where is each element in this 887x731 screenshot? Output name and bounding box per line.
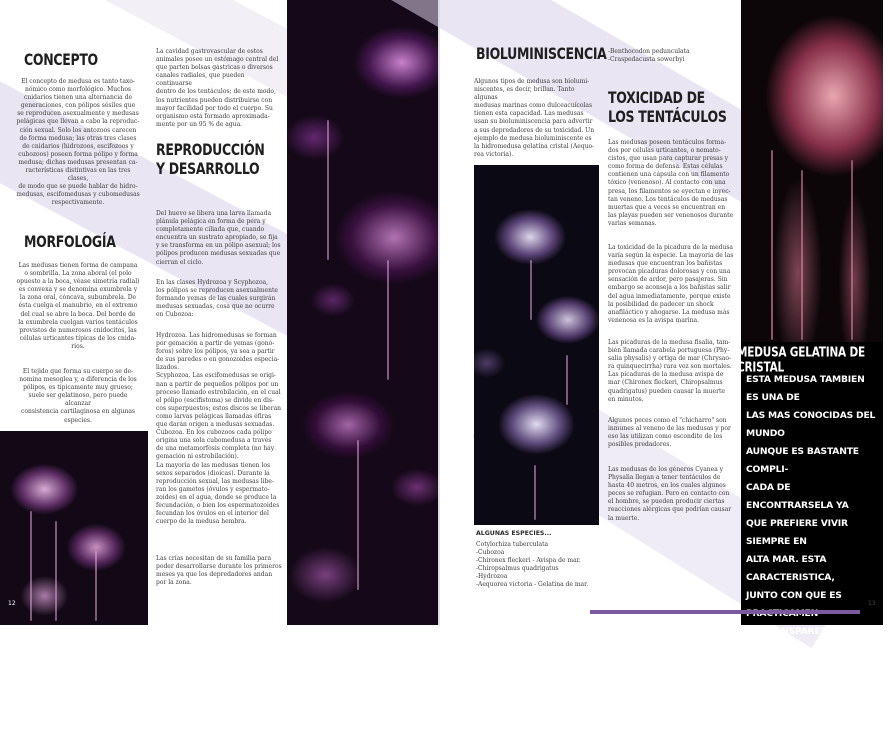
reproduccion-heading: REPRODUCCIÓN Y DESARROLLO bbox=[156, 140, 265, 178]
caption-title: MEDUSA GELATINA DE CRISTAL bbox=[737, 345, 865, 375]
jellyfish-photo-tall bbox=[287, 0, 440, 625]
page-number-right: 13 bbox=[868, 600, 876, 607]
toxicidad-text-5: Las medusas de los géneros Cyanea y Physalia llegan a tener tentáculos de hasta 40 metros, en los cuales algunos peces se refugian. Pero en contacto con el hombre, se pueden producir ciertas reacciones alérgicas que podrían causar la muerte. bbox=[608, 466, 732, 522]
toxicidad-heading: TOXICIDAD DE LOS TENTÁCULOS bbox=[608, 88, 727, 126]
toxicidad-text-1: Las medusas poseen tentáculos forma- dos por células urticantes, o nemato- cistos, que usan para capturar presas y como forma de defensa. Estas células contienen una cápsula con un filamento tóxico (venenoso). Al contacto con una presa, los filamentos se eyectan e inyec- tan veneno. Los tentáculos de medusas muertas que a veces se encuentran en las playas pueden ser venenosos durante varias semanas. bbox=[608, 139, 734, 227]
jellyfish-photo-small bbox=[0, 431, 148, 625]
especies-list: Cotylorhiza tuberculata -Cubozoa -Chironex fleckeri - Avispa de mar. -Chiropsalmus quadrigatus -Hydrozoa -Aequorea victoria - Gelatina de mar. bbox=[476, 541, 589, 589]
bioluminiscencia-heading: BIOLUMINISCENCIA bbox=[476, 44, 607, 63]
morfologia-text: Las medusas tienen forma de campana o sombrilla. La zona aboral (el polo opuesto a la boca, véase simetría radial) es convexa y se denomina exumbrela y la zona oral, cóncava, subumbrela. De ésta cuelga el manubrio, en el extremo del cual se abre la boca. Del borde de la exumbrela cuelgan varios tentáculos provistos de numerosos cnidocitos, las células urticantes típicas de los cnida- rios. bbox=[16, 262, 140, 350]
jellyfish-photo-bioluminescent bbox=[474, 165, 599, 525]
reproduccion-text-1: Del huevo se libera una larva llamada plánula pelágica en forma de pera y completamente ciliada que, cuando encuentra un sustrato apropiado, se fija y se transforma en un pólipo asexual; los pólipos producen medusas sexuadas que cierran el ciclo. bbox=[156, 210, 281, 266]
right-page bbox=[440, 0, 883, 727]
caption-text: ESTA MEDUSA TAMBIEN ES UNA DE LAS MAS CONOCIDAS DEL MUNDO AUNQUE ES BASTANTE COMPLI- CADA DE ENCONTRARSELA YA QUE PREFIERE VIVIR SIEMPRE EN ALTA MAR. ESTA CARACTERISTICA, JUNTO CON QUE ES TE TRANSPARENTE, PUEDE DIFI- CULTAR EN EXTREMO TANTO SU EXPLORACION COMO SU ESTUDIO. bbox=[746, 374, 880, 727]
concepto-text: El concepto de medusa es tanto taxo- nómico como morfológico. Muchos cnidarios tienen una alternancia de generaciones, con pólipos sésiles que se reproducen asexualmente y medusas pelágicas que llevan a cabo la reproduc- ción sexual. Solo los antozoos carecen de forma medusa; las otras tres clases de cnidarios (hidrozoos, escifozoos y cubozoos) poseen forma pólipo y forma medusa; dichas medusas presentan ca- racterísticas distintivas en las tres clases, de modo que se puede hablar de hidro- medusas, escifomedusas y cubomedusas respectivamente. bbox=[16, 78, 140, 207]
especies-heading: ALGUNAS ESPECIES... bbox=[476, 530, 552, 537]
especies-extra-list: -Benthocodon pedunculata -Craspedacusta sowerbyi bbox=[608, 48, 690, 64]
reproduccion-text-4: Las crías necesitan de su familia para poder desarrollarse durante los primeros meses ya que los depredadores andan por la zona. bbox=[156, 555, 282, 587]
left-page bbox=[0, 0, 440, 625]
bioluminiscencia-text: Algunos tipos de medusa son biolumi- niscentes, es decir, brillan. Tanto algunas medusas marinas como dulceacuícolas tienen esta capacidad. Las medusas usan su bioluminiscencia para advertir a sus depredadores de su toxicidad. Un ejemplo de medusa bioluminiscente es la hidromedusa gelatina cristal (Aequo- rea victoria). bbox=[474, 78, 595, 158]
cavidad-text: La cavidad gastrovascular de estos animales posee un estómago central del que parten bolsas gástricas o diversos canales radiales, que pueden continuarse dentro de los tentáculos; de este modo, los nutrientes pueden distribuirse con mayor facilidad por todo el cuerpo. Su organismo está formado aproximada- mente por un 95 % de agua. bbox=[156, 48, 279, 128]
jellyfish-photo-pink bbox=[741, 0, 883, 342]
reproduccion-text-3: Hydrozoa. Las hidromedusas se forman por gemación a partir de yemas (gonó- foros) sobre los pólipos, ya sea a partir de sus paredes o en gonozoides especia- lizados. Scyphozoa. Las escifomedusas se origi- nan a partir de pequeños pólipos por un proceso llamado estrobilación, en el cual el pólipo (escifistoma) se divide en dis- cos superpuestos; estos discos se liberan como larvas pelágicas llamadas éfiras que darán origen a medusas sexuadas. Cubozoa. En los cubozoos cada pólipo origina una sola cubomedusa a través de una metamorfosis completa (no hay gemación ni estrobilación). La mayoría de las medusas tienen los sexos separados (dioicas). Durante la reproducción sexual, las medusas libe- ran los gametos (óvulos y espermato- zoides) en el agua, donde se produce la fecundación, o bien los espermatozoides fecundan los óvulos en el interior del cuerpo de la medusa hembra. bbox=[156, 332, 282, 526]
reproduccion-text-2: En las clases Hydrozoa y Scyphozoa, los pólipos se reproducen asexualmente formando yemas de las cuales surgirán medusas sexuadas, cosa que no ocurre en Cubozoa: bbox=[156, 279, 278, 319]
page-number-left: 12 bbox=[8, 600, 16, 607]
toxicidad-text-3: Las picaduras de la medusa fisalia, tam- bién llamada carabela portuguesa (Phy- salia physalis) y ortiga de mar (Chrysao- ra quinquecirrha) rara vez son mortales. Las picaduras de la medusa avispa de mar (Chironex fleckeri, Chiropsalmus quadrigatus) pueden causar la muerte en minutos. bbox=[608, 339, 732, 403]
morfologia-text-2: El tejido que forma su cuerpo se de- nomina mesoglea y, a diferencia de los pólipos, es típicamente muy grueso; suele ser gelatinoso, pero puede alcanzar consistencia cartilaginosa en algunas especies. bbox=[19, 368, 137, 424]
toxicidad-text-4: Algunos peces como el "chicharro" son inmunes al veneno de las medusas y por eso las utilizan como escondite de los posibles predadores. bbox=[608, 417, 731, 449]
toxicidad-text-2: La toxicidad de la picadura de la medusa varía según la especie. La mayoría de las medusas que encuentran los bañistas provocan picaduras dolorosas y con una sensación de ardor, pero pasajeras. Sin embargo se aconseja a los bañistas salir del agua inmediatamente, porque existe la posibilidad de padecer un shock anafiláctico y ahogarse. La medusa más venenosa es la avispa marina. bbox=[608, 244, 734, 324]
morfologia-heading: MORFOLOGÍA bbox=[24, 232, 116, 251]
bottom-rule bbox=[590, 610, 860, 614]
concepto-heading: CONCEPTO bbox=[24, 50, 98, 69]
